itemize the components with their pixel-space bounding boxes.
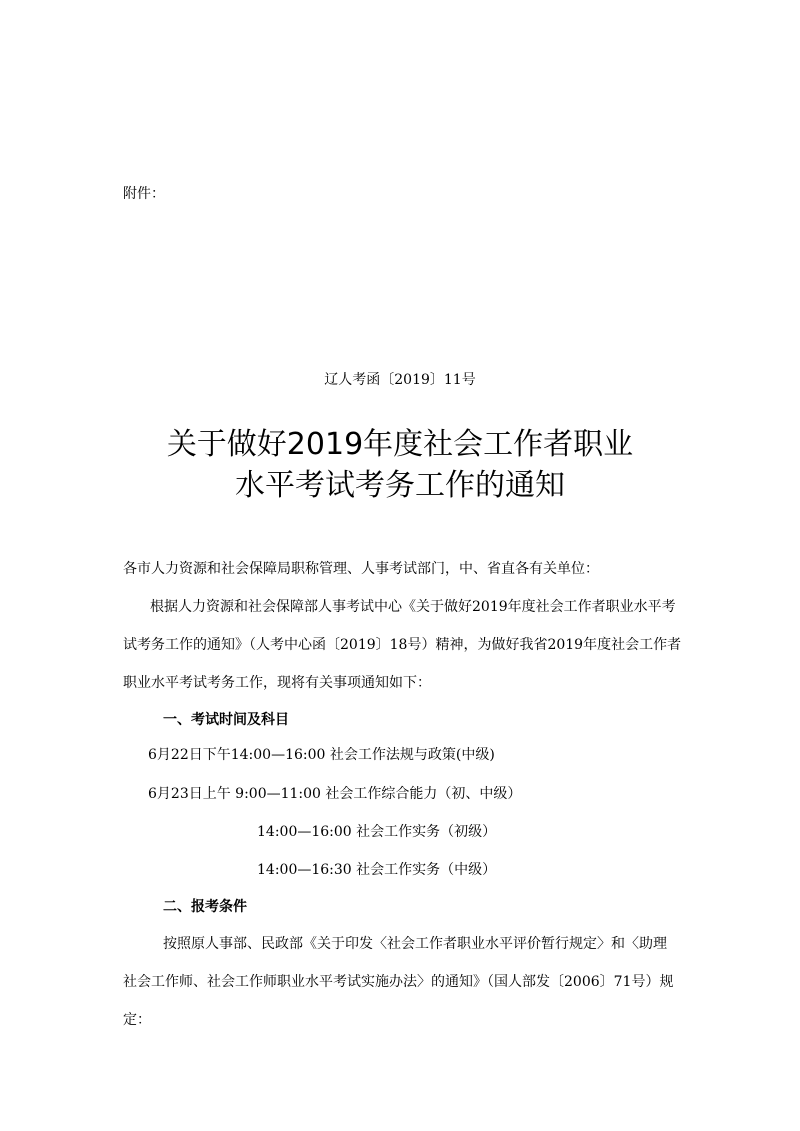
section-1-heading: 一、考试时间及科目 <box>163 712 289 728</box>
intro-paragraph-line-2: 试考务工作的通知》（人考中心函〔2019〕18号）精神，为做好我省2019年度社会工作者 <box>123 637 682 653</box>
attachment-label: 附件： <box>123 186 165 202</box>
schedule-item: 14:00—16:00 社会工作实务（初级） <box>257 824 497 840</box>
schedule-item: 14:00—16:30 社会工作实务（中级） <box>257 862 497 878</box>
schedule-item: 6月22日下午14:00—16:00 社会工作法规与政策(中级) <box>148 747 495 763</box>
section-2-heading: 二、报考条件 <box>163 899 247 915</box>
intro-paragraph-line-1: 根据人力资源和社会保障部人事考试中心《关于做好2019年度社会工作者职业水平考 <box>150 599 676 615</box>
intro-paragraph-line-3: 职业水平考试考务工作，现将有关事项通知如下： <box>123 675 431 691</box>
conditions-paragraph-line-3: 定： <box>123 1012 151 1028</box>
conditions-paragraph-line-1: 按照原人事部、民政部《关于印发〈社会工作者职业水平评价暂行规定〉和〈助理 <box>163 936 667 952</box>
recipients-line: 各市人力资源和社会保障局职称管理、人事考试部门，中、省直各有关单位： <box>123 561 599 577</box>
document-title-line-1: 关于做好2019年度社会工作者职业 <box>166 427 634 462</box>
schedule-item: 6月23日上午 9:00—11:00 社会工作综合能力（初、中级） <box>148 786 522 802</box>
document-title-line-2: 水平考试考务工作的通知 <box>235 468 565 503</box>
document-number: 辽人考函〔2019〕11号 <box>324 372 476 388</box>
conditions-paragraph-line-2: 社会工作师、社会工作师职业水平考试实施办法〉的通知》（国人部发〔2006〕71号）规 <box>123 974 674 990</box>
